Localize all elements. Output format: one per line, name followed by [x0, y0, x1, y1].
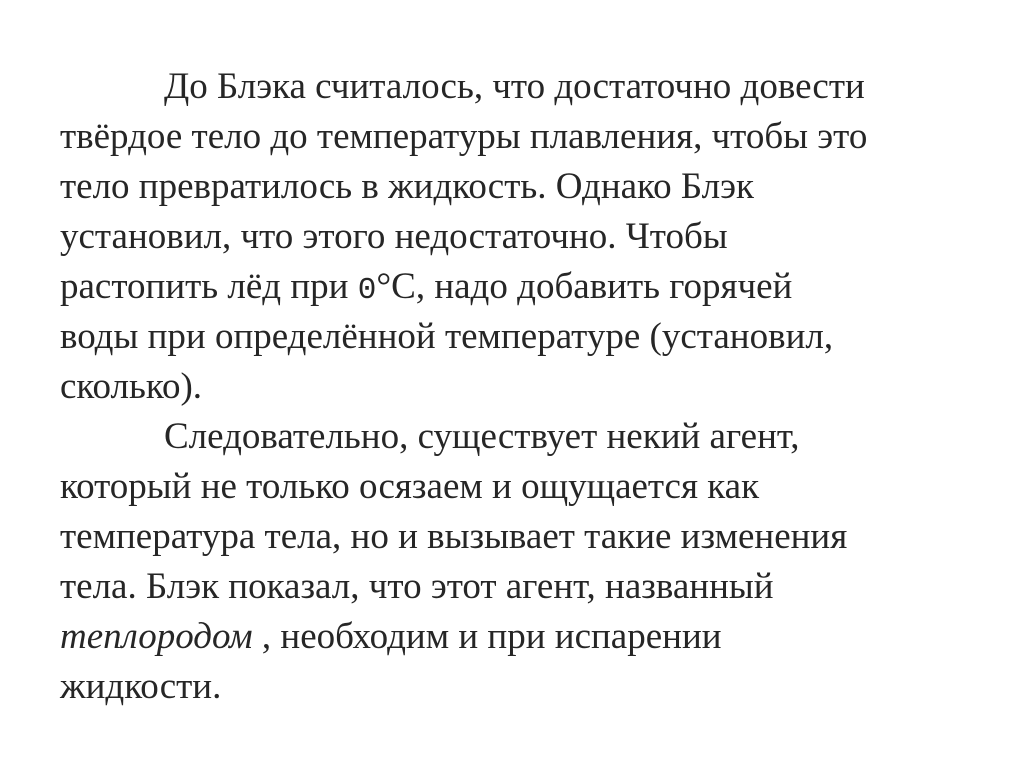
line-text-before-zero: растопить лёд при [60, 266, 358, 307]
paragraph-2-line-5 [60, 612, 960, 662]
zero-digit: 0 [357, 273, 377, 308]
paragraph-1-line-2: твёрдое тело до температуры плавления, чтобы это [60, 116, 868, 157]
paragraph-2-line-6: жидкости. [60, 666, 222, 707]
paragraph-1-line-3: тело превратилось в жидкость. Однако Блэк [60, 166, 754, 207]
paragraph-1-line-4: установил, что этого недостаточно. Чтобы [60, 216, 728, 257]
italic-term: теплородом [60, 616, 253, 657]
line-text-after-term: , необходим и при испарении [252, 616, 722, 657]
paragraph-1-line-5 [60, 262, 960, 312]
paragraph-1-line-7: сколько). [60, 366, 203, 407]
line-text-after-zero: °С, надо добавить горячей [376, 266, 793, 307]
paragraph-2-line-2: который не только осязаем и ощущается как [60, 466, 760, 507]
paragraph-1-line-1: До Блэка считалось, что достаточно довести [164, 66, 865, 107]
paragraph-2-line-1: Следовательно, существует некий агент, [164, 416, 800, 457]
paragraph-1-line-6: воды при определённой температуре (установил, [60, 316, 834, 357]
paragraph-2-line-4: тела. Блэк показал, что этот агент, названный [60, 566, 774, 607]
paragraph-2-line-3: температура тела, но и вызывает такие изменения [60, 516, 848, 557]
slide-text [60, 62, 960, 712]
